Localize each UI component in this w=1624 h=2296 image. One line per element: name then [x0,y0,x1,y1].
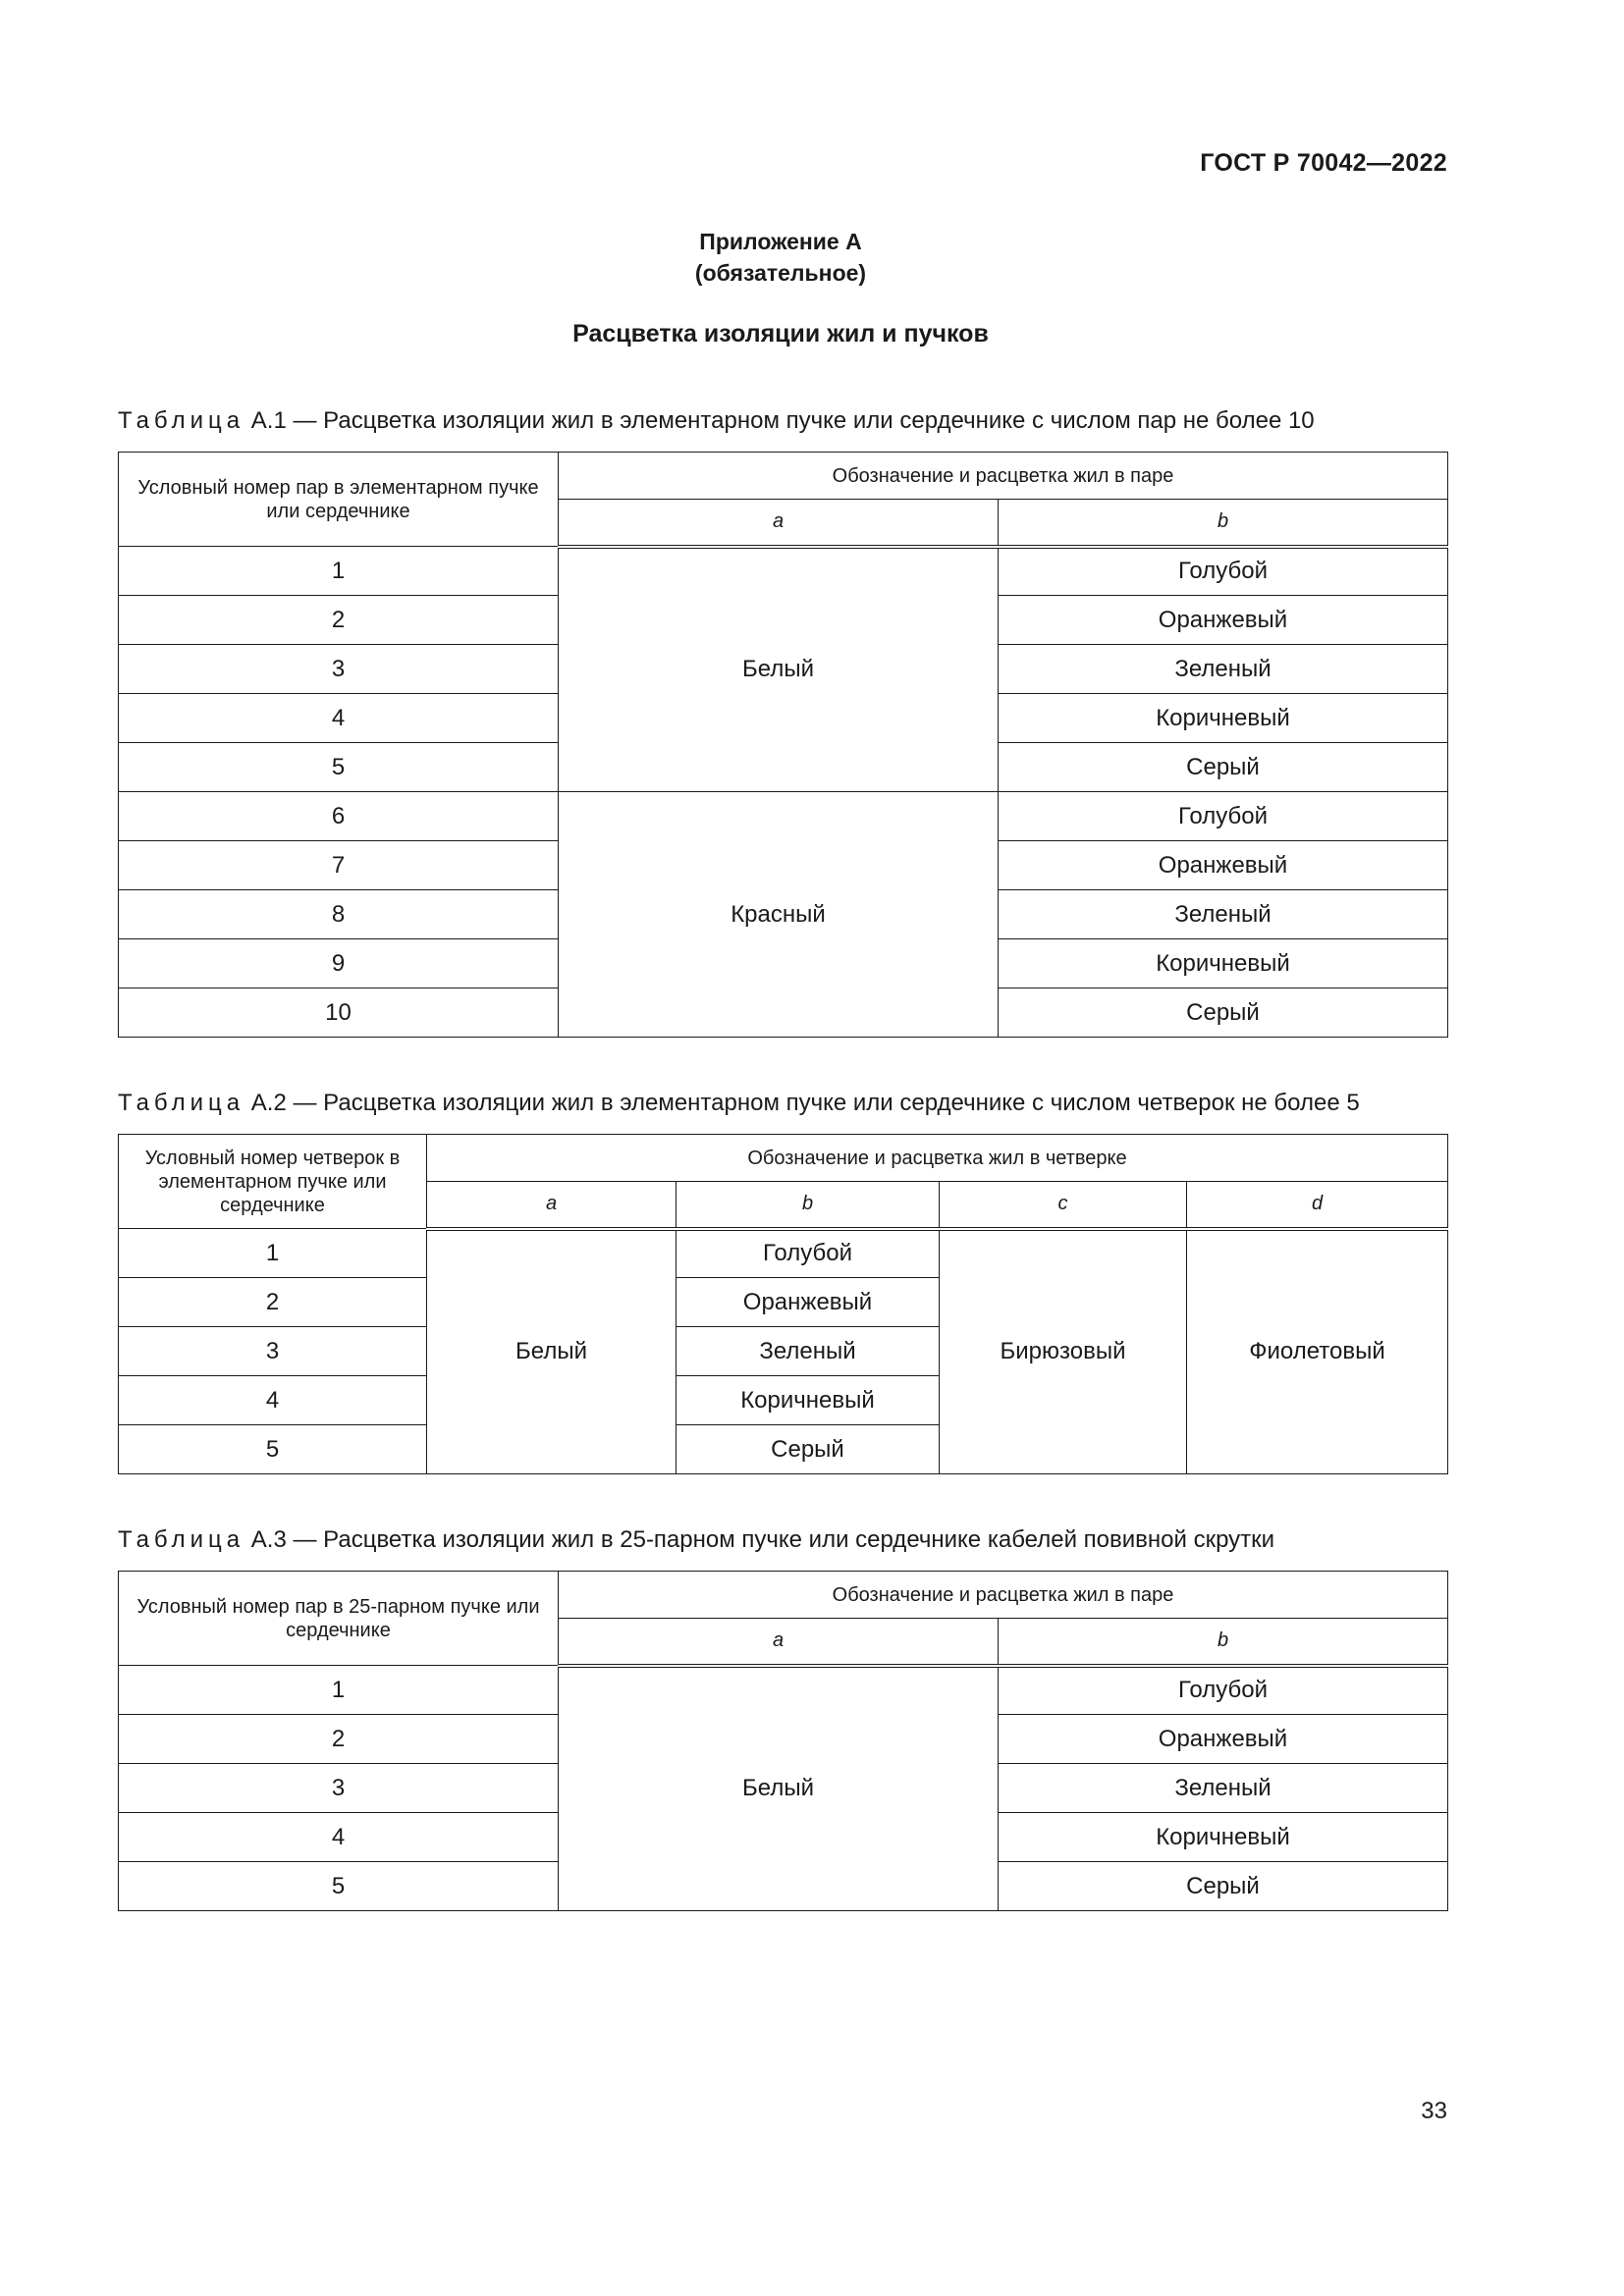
cell-b-value: Коричневый [999,1813,1448,1862]
header-group: Обозначение и расцветка жил в паре [559,1572,1448,1619]
row-number: 5 [119,1862,559,1911]
row-number: 3 [119,1327,427,1376]
cell-b-value: Зеленый [999,1764,1448,1813]
cell-b-value: Серый [999,743,1448,792]
cell-a-value: Белый [559,547,999,792]
annex-status: (обязательное) [694,260,867,286]
table-a3 [118,1571,1448,1911]
row-number: 5 [119,743,559,792]
row-number: 4 [119,1376,427,1425]
row-number: 1 [119,1666,559,1715]
row-number: 4 [119,1813,559,1862]
row-number: 7 [119,841,559,890]
cell-b-value: Оранжевый [677,1278,940,1327]
header-sub-b: b [999,1619,1448,1666]
header-number: Условный номер пар в элементарном пучке или сердечнике [119,453,559,547]
row-number: 4 [119,694,559,743]
header-number: Условный номер пар в 25-парном пучке или сердечнике [119,1572,559,1666]
table-a3-caption [118,1526,1274,1554]
row-number: 2 [119,1278,427,1327]
caption-text: А.3 — Расцветка изоляции жил в 25-парном пучке или сердечнике кабелей повивной скрутки [244,1526,1275,1553]
table-a2-caption [118,1090,1360,1117]
row-number: 10 [119,988,559,1038]
cell-b-value: Коричневый [999,694,1448,743]
cell-b-value: Коричневый [677,1376,940,1425]
header-sub-c: c [940,1182,1187,1229]
cell-b-value: Голубой [999,547,1448,596]
caption-text: А.2 — Расцветка изоляции жил в элементарном пучке или сердечнике с числом четверок не более 5 [244,1090,1360,1116]
caption-text: А.1 — Расцветка изоляции жил в элементарном пучке или сердечнике с числом пар не более 10 [244,407,1315,434]
header-sub-b: b [677,1182,940,1229]
table-a1 [118,452,1448,1038]
cell-b-value: Серый [999,1862,1448,1911]
header-sub-b: b [999,500,1448,547]
document-designation: ГОСТ Р 70042—2022 [1200,149,1447,177]
cell-b-value: Оранжевый [999,596,1448,645]
cell-b-value: Зеленый [999,645,1448,694]
row-number: 2 [119,596,559,645]
table-a2 [118,1134,1448,1474]
row-number: 3 [119,645,559,694]
header-sub-a: a [559,500,999,547]
cell-b-value: Коричневый [999,939,1448,988]
caption-word: Таблица [118,1526,245,1553]
cell-b-value: Оранжевый [999,841,1448,890]
cell-a-value: Белый [559,1666,999,1911]
caption-word: Таблица [118,1090,245,1116]
cell-c-value: Бирюзовый [940,1229,1187,1474]
row-number: 9 [119,939,559,988]
cell-b-value: Оранжевый [999,1715,1448,1764]
row-number: 8 [119,890,559,939]
row-number: 6 [119,792,559,841]
cell-b-value: Серый [677,1425,940,1474]
row-number: 1 [119,1229,427,1278]
cell-b-value: Серый [999,988,1448,1038]
header-number: Условный номер четверок в элементарном пучке или сердечнике [119,1135,427,1229]
header-sub-a: a [559,1619,999,1666]
header-group: Обозначение и расцветка жил в паре [559,453,1448,500]
cell-a-value: Красный [559,792,999,1038]
annex-title: Расцветка изоляции жил и пучков [572,320,989,347]
cell-d-value: Фиолетовый [1187,1229,1448,1474]
row-number: 5 [119,1425,427,1474]
table-a1-caption [118,407,1315,435]
row-number: 2 [119,1715,559,1764]
cell-b-value: Зеленый [999,890,1448,939]
row-number: 1 [119,547,559,596]
cell-b-value: Голубой [677,1229,940,1278]
caption-word: Таблица [118,407,245,434]
header-sub-a: a [427,1182,677,1229]
cell-b-value: Голубой [999,792,1448,841]
cell-a-value: Белый [427,1229,677,1474]
cell-b-value: Голубой [999,1666,1448,1715]
row-number: 3 [119,1764,559,1813]
annex-label: Приложение А [699,229,862,254]
header-sub-d: d [1187,1182,1448,1229]
annex-heading [0,226,1561,289]
page-number: 33 [1421,2098,1447,2124]
cell-b-value: Зеленый [677,1327,940,1376]
header-group: Обозначение и расцветка жил в четверке [427,1135,1448,1182]
